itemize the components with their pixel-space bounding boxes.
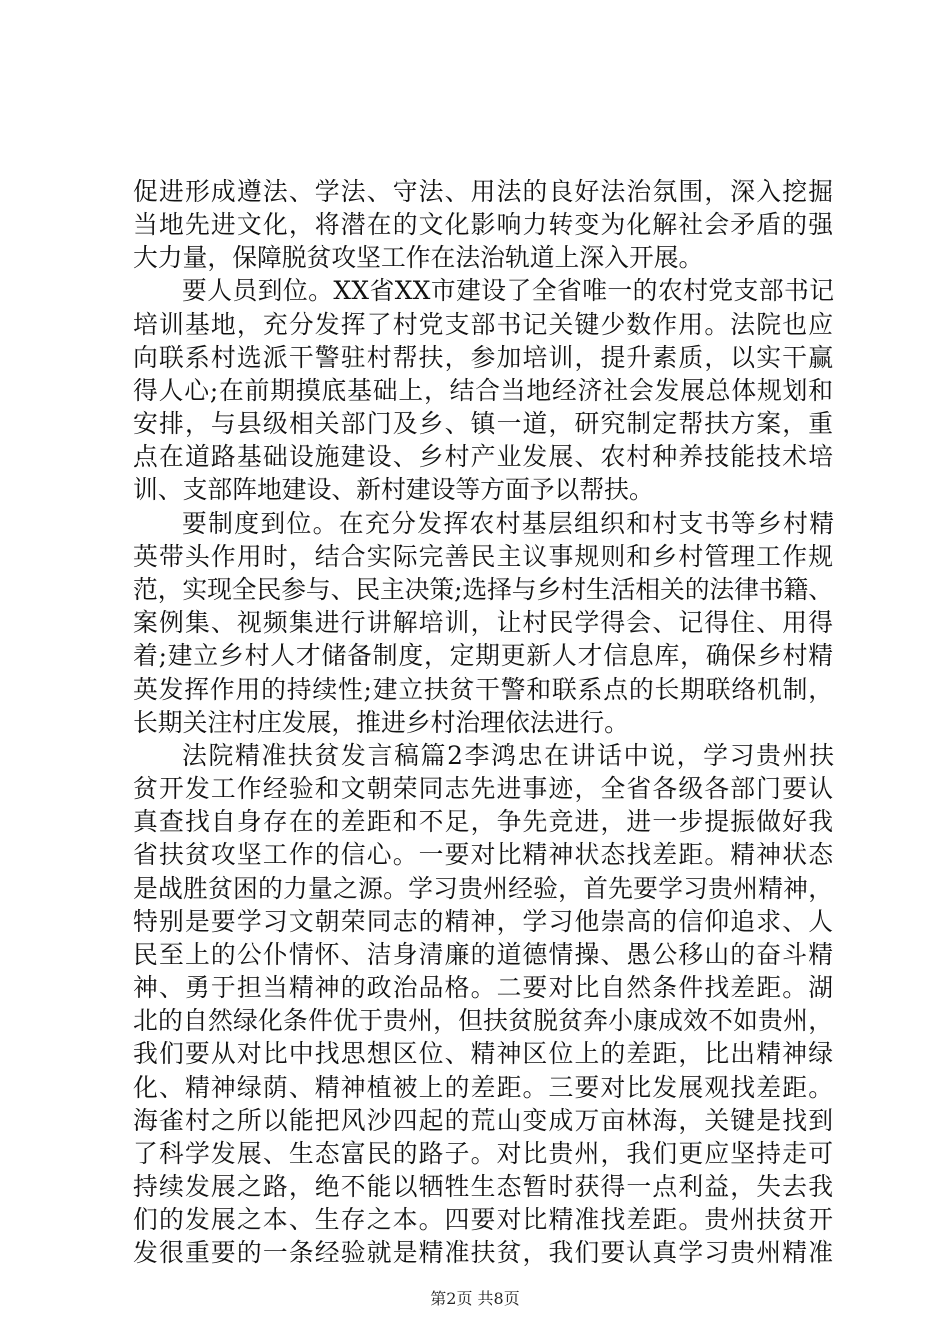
text-line: 着;建立乡村人才储备制度，定期更新人才信息库，确保乡村精 — [133, 641, 834, 670]
text-line: 当地先进文化，将潜在的文化影响力转变为化解社会矛盾的强 — [133, 210, 835, 239]
text-line: 长期关注村庄发展，推进乡村治理依法进行。 — [133, 708, 629, 737]
text-line: 我们要从对比中找思想区位、精神区位上的差距，比出精神绿 — [133, 1039, 835, 1068]
text-line: 向联系村选派干警驻村帮扶，参加培训，提升素质，以实干赢 — [133, 343, 835, 372]
text-line: 民至上的公仆情怀、洁身清廉的道德情操、愚公移山的奋斗精 — [133, 940, 835, 969]
text-line: 范，实现全民参与、民主决策;选择与乡村生活相关的法律书籍、 — [133, 575, 833, 604]
text-line: 案例集、视频集进行讲解培训，让村民学得会、记得住、用得 — [133, 608, 835, 637]
page-footer: 第2页 共8页 — [430, 1289, 520, 1308]
text-line: 安排，与县级相关部门及乡、镇一道，研究制定帮扶方案，重 — [133, 409, 835, 438]
text-line: 了科学发展、生态富民的路子。对比贵州，我们更应坚持走可 — [133, 1139, 835, 1168]
text-line: 化、精神绿荫、精神植被上的差距。三要对比发展观找差距。 — [133, 1073, 835, 1102]
paragraph-first-line: 要人员到位。XX省XX市建设了全省唯一的农村党支部书记 — [182, 276, 835, 305]
text-line: 英发挥作用的持续性;建立扶贫干警和联系点的长期联络机制， — [133, 675, 834, 704]
paragraph-first-line: 要制度到位。在充分发挥农村基层组织和村支书等乡村精 — [182, 509, 836, 538]
text-line: 点在道路基础设施建设、乡村产业发展、农村种养技能技术培 — [133, 442, 835, 471]
text-line: 神、勇于担当精神的政治品格。二要对比自然条件找差距。湖 — [133, 973, 835, 1002]
text-line: 英带头作用时，结合实际完善民主议事规则和乡村管理工作规 — [133, 542, 835, 571]
text-line: 促进形成遵法、学法、守法、用法的良好法治氛围，深入挖掘 — [133, 177, 835, 206]
text-line: 是战胜贫困的力量之源。学习贵州经验，首先要学习贵州精神， — [133, 874, 834, 903]
text-line: 训、支部阵地建设、新村建设等方面予以帮扶。 — [133, 475, 654, 504]
text-line: 北的自然绿化条件优于贵州，但扶贫脱贫奔小康成效不如贵州， — [133, 1006, 834, 1035]
paragraph-first-line: 法院精准扶贫发言稿篇2李鸿忠在讲话中说，学习贵州扶 — [182, 741, 836, 770]
text-line: 培训基地，充分发挥了村党支部书记关键少数作用。法院也应 — [133, 310, 835, 339]
text-line: 省扶贫攻坚工作的信心。一要对比精神状态找差距。精神状态 — [133, 840, 835, 869]
text-line: 大力量，保障脱贫攻坚工作在法治轨道上深入开展。 — [133, 243, 704, 272]
text-line: 得人心;在前期摸底基础上，结合当地经济社会发展总体规划和 — [133, 376, 834, 405]
text-line: 们的发展之本、生存之本。四要对比精准找差距。贵州扶贫开 — [133, 1205, 835, 1234]
text-line: 海雀村之所以能把风沙四起的荒山变成万亩林海，关键是找到 — [133, 1106, 835, 1135]
text-line: 特别是要学习文朝荣同志的精神，学习他崇高的信仰追求、人 — [133, 907, 835, 936]
text-line: 贫开发工作经验和文朝荣同志先进事迹，全省各级各部门要认 — [133, 774, 835, 803]
text-line: 真查找自身存在的差距和不足，争先竞进，进一步提振做好我 — [133, 807, 835, 836]
text-line: 持续发展之路，绝不能以牺牲生态暂时获得一点利益，失去我 — [133, 1172, 835, 1201]
text-line: 发很重要的一条经验就是精准扶贫，我们要认真学习贵州精准 — [133, 1238, 835, 1267]
